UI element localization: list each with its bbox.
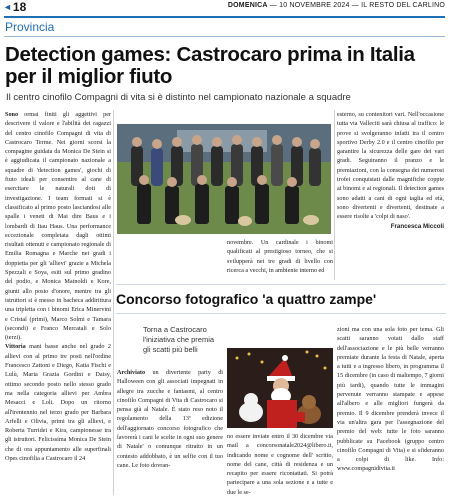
main-headline: Detection games: Castrocaro prima in Italia per il miglior fiuto	[5, 43, 415, 88]
santa-dogs-photo	[227, 348, 333, 428]
main-subhead: Il centro cinofilo Compagni di vita si è distinto nel campionato nazionale a squadre	[6, 92, 351, 103]
byline: Francesca Miccoli	[390, 222, 444, 230]
team-photo-image	[117, 124, 331, 234]
section-label: Provincia	[5, 20, 55, 34]
team-photo	[117, 124, 331, 234]
santa-photo-image	[227, 348, 333, 428]
column-divider-2	[334, 110, 335, 280]
section-rule	[4, 36, 445, 37]
article-column-3: novembre. Un cardinale i binomi qualificati al prestigioso torneo, che si svilupperà nei tre gradi di livello con ricerca a vecchi, in ambiente interno ed	[227, 239, 333, 274]
page-number: ◄18	[3, 0, 27, 14]
second-subhead: Torna a Castrocaro l'iniziativa che premia gli scatti più belli	[143, 325, 215, 354]
top-bar	[0, 0, 449, 14]
date-line: DOMENICA — 10 NOVEMBRE 2024 — IL RESTO DEL CARLINO	[227, 2, 445, 9]
headline-rule	[116, 313, 446, 314]
arrow-icon: ◄	[3, 2, 12, 12]
article2-column-3: zioni ma con una sola foto per tema. Gli scatti saranno votati dallo staff dell'associazione e le più belle verranno premiate durante la festa di Natale, aperta a tutti e a ingresso libero, in programma il 15 dicembre (in caso di maltempo, 7 giorni più tardi), quando tutte le immagini pervenute verranno stampate e appese all'albero e alle migliori fungerà da premio. Il 9 dicembre prenderà invece il via un'altra gara per l'assegnazione del premio del web: tutte le foto saranno pubblicate su Facebook (gruppo centro cinofilo Compagni di Vita) e si sfideranno a colpi di like. Info: www.compagnidivita.it	[337, 326, 444, 473]
second-headline: Concorso fotografico 'a quattro zampe'	[116, 291, 377, 307]
article-column-1: Sono ormai finiti gli aggettivi per descrivere il valore e l'abilità dei ragazzi del centro cinofilo Compagni di vita di Castrocaro Terme. Nei giorni scorsi la compagine guidata da Monica De Stein si è aggiudicata il campionato nazionale a squadre di 'detection games', giochi di fiuto ideali per consentire al cane di esercitare le naturali doti di investigazione. I team formati si è classificato al primo posto lasciandosi alle spalle i veneti di Mai dire Baus e i lombardi di Itau Haus. Una performance eccezionale completata dagli ottimi risultati ottenuti e campionato regionale di Emilia Romagna e Marche nei gradi i doppietta per gli 'allievi' grazie a Michela Spezzali e Soya, esiti sul primo gradino del podio, e Monica Mainoldi e Kore, giunti allo posto d'onore, mentre tra gli istruttori si è messo in bacheca addirittura una tripletta con i binomi Erica Minervini e Cristal (primi), Marco Solmi e Tamara (secondi) e Franco Mercatali e Solo (terzi). Vittoria mani basse anche nel grado 2 allievi con al primo tre posti nell'ordine Francesco Zattoni e Diego, Katia Fischi e Lulù, Maria Grazia Gordini e Daisy, ottimo secondo posto nello stesso grado ma nella categoria allievi per Ambra Mesacci e Loli. Dopo un ritorno all'trentennio nel terzo grado per Barbara Arfelli e Olivia, primi tra gli allievi, e Roberta Turridei e Kira, campionesse tra gli istruttori. Felicissima Monica De Stein che di ora appuntamento alle superfinali Opes cinofilia a Castrocaro il 24	[5, 111, 112, 462]
article2-column-2: no essere inviate entro il 30 dicembre via mail a concorsonatale2024@libero.it, indicando nome e cognome dell' scritto, nome del cane, città di residenza e un recapito per essere ricontattati. Si potrà partecipare a una sola sezione e a tutte e due le se-	[227, 433, 333, 496]
article-divider	[116, 284, 446, 285]
header-rule	[4, 16, 445, 18]
article-column-4: esterno, su contenitori vari. Nell'occasione tutta via Valleciti sarà chiusa al traffico: le prove si svolgeranno infatti tra il centro sportivo Derby 2.0 e il centro cinofilo per garantire la sicurezza delle gare dei vari gradi. Seguiranno il pranzo e le premiazioni, con la consegna dei numerosi trofei conquistati dalle magnifiche coppie ai binomi e ai regionali. Il detection games sono adatti a cani di ogni taglia ed età, sono divertenti e divertenti, destinate a essere risolte a 'colpi di naso'. Francesca Miccoli	[337, 111, 444, 230]
column-divider-1	[113, 110, 114, 495]
article2-column-1: Archiviato un divertente party di Halloween con gli associati impegnati in allegre tra zucche e fantasmi, al centro cinofilo Compagni di Vita di Castrocaro si pensa già al Natale. È stato reso noto il regolamento della 13ª edizione dell'aggiornato concorso fotografico che lavorerà i cani le scelte in ogni suo genere di Natale' o comunque ritratto in un contesto addobbato, è un selfie con il tuo cane. Le foto dovran-	[117, 369, 224, 469]
